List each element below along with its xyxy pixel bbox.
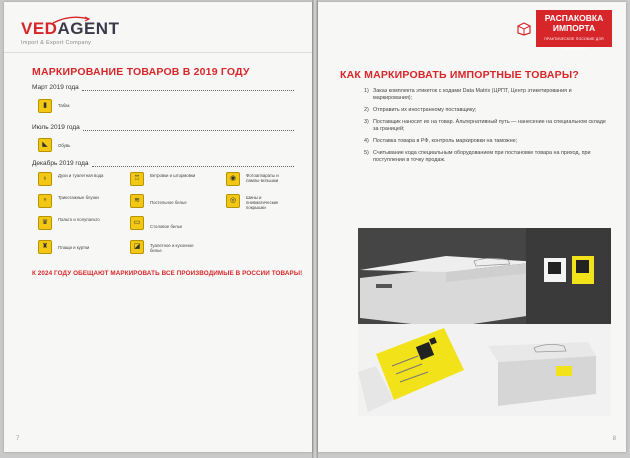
right-page-title: КАК МАРКИРОВАТЬ ИМПОРТНЫЕ ТОВАРЫ? bbox=[340, 69, 579, 81]
list-item: 3) Поставщик наносит их на товар. Альтернативный путь — нанесение на специальном складе за границей; bbox=[364, 119, 606, 132]
bedding-icon: ≋ bbox=[130, 194, 144, 208]
labeled-box-photo-light bbox=[358, 324, 611, 416]
item-label: Фотоаппараты и лампы-вспышки bbox=[246, 173, 279, 184]
badge-subtitle: ПРАКТИЧЕСКОЕ ПОСОБИЕ ДЛЯ ИМПОРТЁРА bbox=[544, 37, 604, 51]
table-linen-icon: ▭ bbox=[130, 216, 144, 230]
shoebox-with-label-illustration bbox=[358, 324, 611, 416]
unpacking-import-badge bbox=[516, 10, 612, 51]
coat-icon: ♛ bbox=[38, 216, 52, 230]
item-label: Духи и туалетная вода bbox=[58, 173, 104, 178]
item-label: Постельное белье bbox=[150, 200, 187, 205]
jacket-icon: ♖ bbox=[130, 172, 144, 186]
item-label: Туалетное и кухонное белье bbox=[150, 243, 194, 254]
page-number: 7 bbox=[16, 436, 20, 442]
right-page bbox=[318, 2, 626, 452]
labeled-box-photo-dark bbox=[358, 228, 611, 328]
shoe-icon: ◣ bbox=[38, 138, 52, 152]
shoebox-illustration bbox=[358, 228, 611, 328]
camera-icon: ◉ bbox=[226, 172, 240, 186]
item-label: Шины и пневматические покрышки bbox=[246, 195, 279, 211]
towel-icon: ◪ bbox=[130, 240, 144, 254]
perfume-icon: ♁ bbox=[38, 172, 52, 186]
badge-line1: РАСПАКОВКА bbox=[544, 13, 604, 23]
item-label: Трикотажные блузки bbox=[58, 195, 99, 200]
cigarette-pack-icon: ▮ bbox=[38, 99, 52, 113]
tire-icon: ◎ bbox=[226, 194, 240, 208]
date-march bbox=[32, 84, 294, 91]
left-page bbox=[4, 2, 312, 452]
vedagent-logo bbox=[21, 19, 119, 46]
logo-tagline: Import & Export Company bbox=[21, 40, 92, 46]
item-label: Плащи и куртки bbox=[58, 245, 90, 250]
date-label: Декабрь 2019 года bbox=[32, 160, 89, 167]
page-number: 8 bbox=[612, 436, 616, 442]
date-label: Июль 2019 года bbox=[32, 124, 80, 131]
item-label: Табак bbox=[58, 103, 70, 108]
logo-name-red: VED bbox=[21, 19, 58, 38]
list-item: 1) Заказ комплекта этикеток с кодами Data Matrix (ЦРПТ, Центр этикетирования и маркирования); bbox=[364, 88, 572, 101]
bottom-note: К 2024 ГОДУ ОБЕЩАЮТ МАРКИРОВАТЬ ВСЕ ПРОИЗВОДИМЫЕ В РОССИИ ТОВАРЫ! bbox=[32, 270, 303, 277]
item-label: Пальто и полупальто bbox=[58, 217, 100, 222]
left-page-title: МАРКИРОВАНИЕ ТОВАРОВ В 2019 ГОДУ bbox=[32, 66, 250, 78]
item-label: Обувь bbox=[58, 143, 71, 148]
logo-swoosh-icon bbox=[51, 16, 91, 24]
date-label: Март 2019 года bbox=[32, 84, 79, 91]
blouse-icon: ♆ bbox=[38, 194, 52, 208]
item-label: Столовое белье bbox=[150, 224, 183, 229]
list-item: 5) Считывание кода специальным оборудованием при постановке товара на приход, при поступлении в точку продаж. bbox=[364, 150, 591, 163]
date-july bbox=[32, 124, 294, 131]
list-item: 4) Поставка товара в РФ, контроль маркировки на таможне; bbox=[364, 138, 518, 144]
badge-line2: ИМПОРТА bbox=[552, 23, 596, 33]
header-rule bbox=[4, 52, 312, 53]
raincoat-icon: ♜ bbox=[38, 240, 52, 254]
steps-list bbox=[364, 88, 609, 169]
date-december bbox=[32, 160, 294, 167]
list-item: 2) Отправить их иностранному поставщику; bbox=[364, 107, 477, 113]
item-label: Ветровки и штормовки bbox=[150, 173, 196, 178]
logo-name-dark: AGENT bbox=[57, 19, 120, 38]
open-box-icon bbox=[516, 20, 532, 36]
